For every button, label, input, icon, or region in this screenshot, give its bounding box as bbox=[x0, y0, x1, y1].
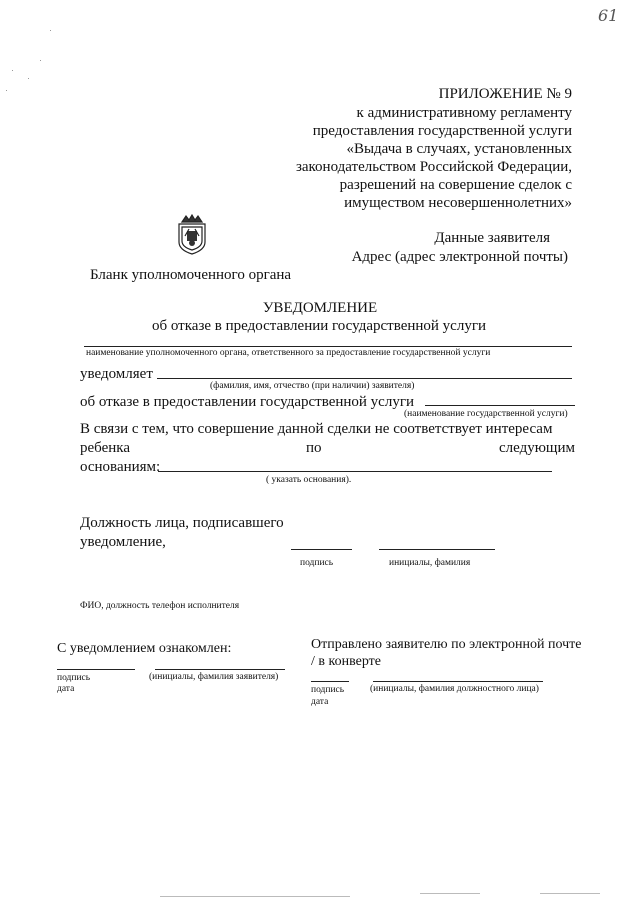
grounds-label: основаниям: bbox=[80, 459, 161, 475]
scan-speck bbox=[50, 30, 51, 31]
sent-sign-caption: подпись bbox=[311, 685, 345, 695]
organ-caption: наименование уполномоченного органа, ответственного за предоставление государственной услуги bbox=[86, 348, 491, 358]
scan-edge-line bbox=[420, 893, 480, 894]
applicant-caption: (фамилия, имя, отчество (при наличии) заявителя) bbox=[210, 381, 415, 391]
ack-sign-caption: подпись bbox=[57, 673, 91, 683]
scan-edge-line bbox=[540, 893, 600, 894]
appendix-title: ПРИЛОЖЕНИЕ № 9 bbox=[438, 86, 572, 102]
appendix-line: «Выдача в случаях, установленных bbox=[346, 141, 572, 157]
blank-label: Бланк уполномоченного органа bbox=[90, 267, 292, 283]
official-position-line-1: Должность лица, подписавшего bbox=[80, 515, 284, 531]
ack-initials-caption: (инициалы, фамилия заявителя) bbox=[149, 672, 279, 682]
ack-signature-line bbox=[57, 669, 135, 670]
reason-word-following: следующим bbox=[498, 440, 575, 456]
official-initials-line bbox=[379, 549, 495, 550]
page-number: 61 bbox=[598, 6, 619, 25]
reason-line-1: В связи с тем, что совершение данной сделки не соответствует интересам bbox=[80, 421, 553, 437]
appendix-line: предоставления государственной услуги bbox=[312, 123, 572, 139]
organ-name-line bbox=[84, 346, 572, 347]
sent-initials-caption: (инициалы, фамилия должностного лица) bbox=[370, 684, 539, 694]
service-caption: (наименование государственной услуги) bbox=[404, 409, 568, 419]
sent-line-2: / в конверте bbox=[311, 654, 381, 669]
grounds-line bbox=[158, 471, 552, 472]
official-initials-caption: инициалы, фамилия bbox=[389, 558, 471, 568]
executor-label: ФИО, должность телефон исполнителя bbox=[80, 601, 240, 611]
applicant-data-label: Данные заявителя bbox=[434, 230, 550, 246]
ack-initials-line bbox=[155, 669, 285, 670]
coat-of-arms-icon bbox=[175, 212, 209, 256]
official-signature-line bbox=[291, 549, 352, 550]
scan-speck bbox=[12, 70, 13, 71]
scan-speck bbox=[40, 60, 41, 61]
applicant-name-line bbox=[157, 378, 572, 379]
official-sign-caption: подпись bbox=[300, 558, 334, 568]
reason-word-by: по bbox=[306, 440, 322, 456]
scan-speck bbox=[28, 78, 29, 79]
notice-subtitle: об отказе в предоставлении государственной услуги bbox=[152, 318, 487, 334]
sent-signature-line bbox=[311, 681, 349, 682]
notifies-label: уведомляет bbox=[80, 366, 153, 382]
ack-date-caption: дата bbox=[57, 684, 75, 694]
reason-word-child: ребенка bbox=[80, 440, 130, 456]
sent-initials-line bbox=[373, 681, 543, 682]
appendix-line: законодательством Российской Федерации, bbox=[295, 159, 572, 175]
sent-date-caption: дата bbox=[311, 697, 329, 707]
grounds-caption: ( указать основания). bbox=[266, 475, 352, 485]
official-position-line-2: уведомление, bbox=[80, 534, 166, 550]
refusal-text: об отказе в предоставлении государственной услуги bbox=[80, 394, 415, 410]
appendix-line: имуществом несовершеннолетних» bbox=[344, 195, 572, 211]
scan-edge-line bbox=[160, 896, 350, 897]
appendix-line: к административному регламенту bbox=[356, 105, 572, 121]
applicant-address-label: Адрес (адрес электронной почты) bbox=[351, 249, 568, 265]
notice-title: УВЕДОМЛЕНИЕ bbox=[262, 300, 378, 316]
appendix-line: разрешений на совершение сделок с bbox=[339, 177, 572, 193]
acknowledged-label: С уведомлением ознакомлен: bbox=[57, 641, 232, 656]
scan-speck bbox=[6, 90, 7, 91]
sent-line-1: Отправлено заявителю по электронной почте bbox=[311, 637, 582, 652]
service-name-line bbox=[425, 405, 575, 406]
